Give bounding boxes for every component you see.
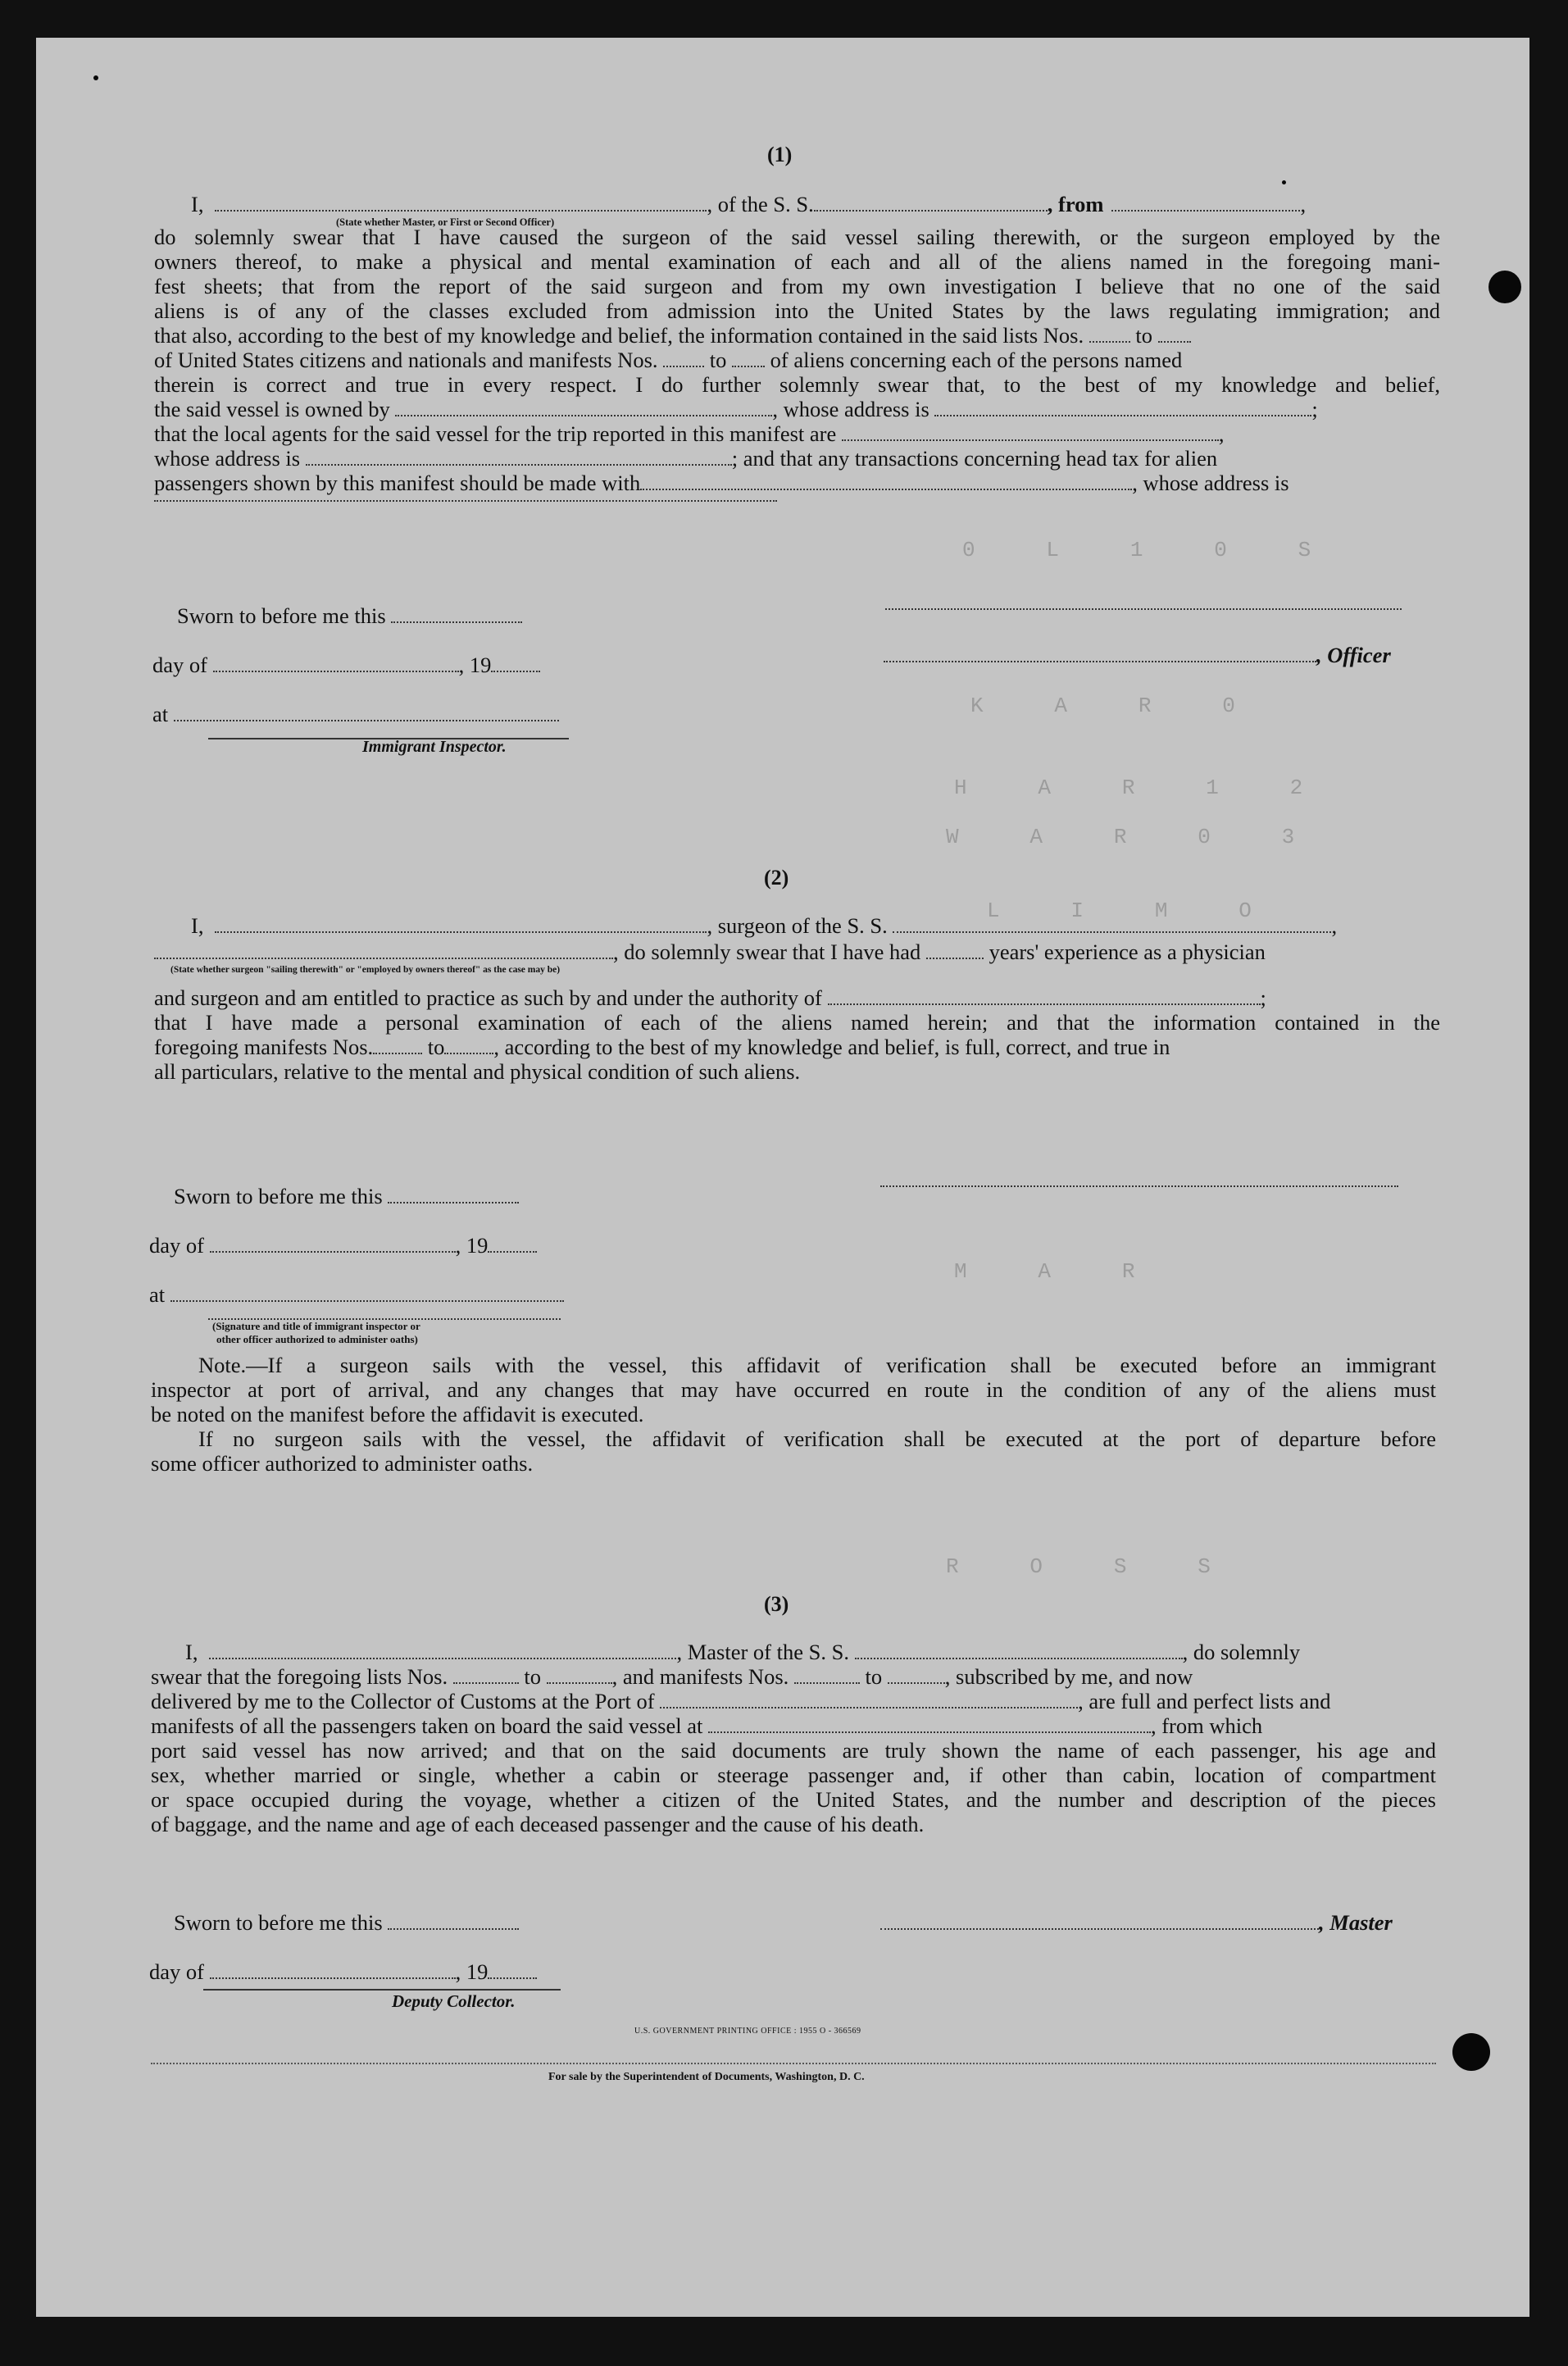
s1-owned-by: the said vessel is owned by <box>154 397 390 421</box>
s3-sworn <box>174 1910 519 1935</box>
section-1-number: (1) <box>767 143 793 166</box>
s3-collector-label: Deputy Collector. <box>392 1991 516 2011</box>
s2-line-1 <box>191 913 1337 938</box>
s3-manifests-to-field[interactable] <box>888 1668 945 1684</box>
s3-port-text: delivered by me to the Collector of Customs at the Port of <box>151 1689 655 1713</box>
s1-line-12 <box>154 471 1289 495</box>
s3-from-which: , from which <box>1150 1713 1263 1738</box>
s1-of-ss: , of the S. S. <box>707 192 814 216</box>
s2-sworn-day-field[interactable] <box>388 1187 519 1203</box>
s3-master-name-field[interactable] <box>209 1643 676 1659</box>
owner-address-field[interactable] <box>934 400 1311 416</box>
s1-manifests-text: of United States citizens and nationals and manifests Nos. <box>154 348 658 372</box>
lists-to-field[interactable] <box>1158 326 1191 343</box>
s2-line-3 <box>154 985 1266 1010</box>
s3-manifests-from-field[interactable] <box>794 1668 860 1684</box>
s2-sworn-text: Sworn to before me this <box>174 1184 383 1208</box>
s2-according-text: , according to the best of my knowledge and belief, is full, correct, and true in <box>493 1035 1170 1059</box>
s1-year-text: , 19 <box>458 653 492 677</box>
s2-manifests-from-field[interactable] <box>373 1038 422 1054</box>
s2-at-text: at <box>149 1282 166 1307</box>
surgeon-name-field[interactable] <box>215 917 707 933</box>
master-name-field[interactable] <box>215 195 707 212</box>
surgeon-type-hint: (State whether surgeon "sailing therewith" or "employed by owners thereof" as the case may be) <box>170 965 561 975</box>
s2-i: I, <box>191 913 204 938</box>
manifests-to-field[interactable] <box>732 351 765 367</box>
s1-lists-text: that also, according to the best of my knowledge and belief, the information contained in the said lists Nos. <box>154 323 1084 348</box>
s3-master-label: , Master <box>1319 1910 1393 1935</box>
s3-master <box>880 1910 1393 1935</box>
s1-head-tax-text: ; and that any transactions concerning head tax for alien <box>731 446 1218 471</box>
surgeon-type-field[interactable] <box>154 943 613 959</box>
speck <box>1282 180 1286 184</box>
s1-line-7 <box>154 348 1182 372</box>
form-page <box>36 38 1529 2317</box>
note-line-2: inspector at port of arrival, and any changes that may have occurred en route in the condition of any of the aliens must <box>151 1377 1436 1402</box>
s3-master-of: , Master of the S. S. <box>676 1640 849 1664</box>
footer-rule <box>151 2061 1436 2064</box>
s1-agents-text: that the local agents for the said vessel for the trip reported in this manifest are <box>154 421 837 446</box>
s1-passengers-text: passengers shown by this manifest should be made with <box>154 471 641 495</box>
s1-year-field[interactable] <box>491 656 540 672</box>
s2-semicolon: ; <box>1260 985 1266 1010</box>
s2-line-6: all particulars, relative to the mental and physical condition of such aliens. <box>154 1059 801 1084</box>
lists-from-field[interactable] <box>1089 326 1130 343</box>
s2-place-field[interactable] <box>170 1285 564 1302</box>
section-2-number: (2) <box>764 866 789 890</box>
s1-dayof-text: day of <box>152 653 207 677</box>
s1-at-text: at <box>152 702 169 726</box>
s2-line-5 <box>154 1035 1170 1059</box>
s1-line-5: aliens is of any of the classes excluded from admission into the United States by the laws regulating immigration; and <box>154 298 1440 323</box>
s1-line-1 <box>191 192 1306 216</box>
master-officer-hint: (State whether Master, or First or Second Officer) <box>336 216 555 228</box>
punch-hole-top <box>1488 271 1521 303</box>
note-label: Note. <box>198 1353 247 1377</box>
s3-manifests-text: , and manifests Nos. <box>611 1664 789 1689</box>
s3-line-2 <box>151 1664 1193 1689</box>
s1-place-field[interactable] <box>174 705 559 721</box>
s1-line-3: owners thereof, to make a physical and mental examination of each and all of the aliens named in the foregoing mani- <box>154 249 1440 274</box>
s2-years-text: years' experience as a physician <box>989 940 1266 964</box>
s2-swear-text: , do solemnly swear that I have had <box>613 940 921 964</box>
s3-taken-text: manifests of all the passengers taken on board the said vessel at <box>151 1713 703 1738</box>
s1-officer <box>884 643 1391 667</box>
s2-to: to <box>427 1035 445 1059</box>
s1-from: , from <box>1047 192 1104 216</box>
s2-manifests-text: foregoing manifests Nos. <box>154 1035 374 1059</box>
s1-line-6 <box>154 323 1191 348</box>
s3-line-6: sex, whether married or single, whether a cabin or steerage passenger and, if other than cabin, location of compartment <box>151 1763 1436 1787</box>
bleed-through-row: L I M O <box>987 899 1260 923</box>
s1-i: I, <box>191 192 204 216</box>
bleed-through-row: 0 L 1 0 S <box>962 538 1320 562</box>
agents-address-field[interactable] <box>306 449 732 466</box>
note-text-1: —If a surgeon sails with the vessel, this affidavit of verification shall be executed before an immigrant <box>246 1353 1436 1377</box>
s2-surgeon-of: , surgeon of the S. S. <box>707 913 888 938</box>
s2-surgeon-signature-line[interactable] <box>880 1182 1398 1187</box>
s1-whose-address-3: , whose address is <box>1132 471 1289 495</box>
note-line-4: If no surgeon sails with the vessel, the affidavit of verification shall be executed at the port of departure before <box>198 1426 1436 1451</box>
owner-field[interactable] <box>395 400 772 416</box>
s1-address-continuation-field[interactable] <box>154 497 777 502</box>
s3-year-field[interactable] <box>488 1963 537 1979</box>
s2-line-4: that I have made a personal examination of each of the aliens named herein; and that the information contained in the <box>154 1010 1440 1035</box>
from-port-field[interactable] <box>1111 195 1300 212</box>
s1-dayof <box>152 653 540 677</box>
punch-hole-bottom <box>1452 2033 1490 2071</box>
s1-comma-2: , <box>1218 421 1225 446</box>
s3-month-field[interactable] <box>210 1963 456 1979</box>
s1-to-2: to <box>709 348 727 372</box>
s1-sworn-text: Sworn to before me this <box>177 603 386 628</box>
s3-to-2: to <box>865 1664 883 1689</box>
s3-i: I, <box>185 1640 198 1664</box>
s1-sworn-day-field[interactable] <box>391 607 522 623</box>
s1-line-10 <box>154 421 1225 446</box>
bleed-through-row: R O S S <box>946 1554 1219 1579</box>
s1-at <box>152 702 559 726</box>
s1-whose-address-2: whose address is <box>154 446 301 471</box>
head-tax-contact-field[interactable] <box>640 474 1132 490</box>
s3-line-8: of baggage, and the name and age of each deceased passenger and the cause of his death. <box>151 1812 925 1836</box>
s3-lists-text: swear that the foregoing lists Nos. <box>151 1664 448 1689</box>
s1-sworn <box>177 603 522 628</box>
s3-to: to <box>524 1664 541 1689</box>
s2-year-field[interactable] <box>488 1236 537 1253</box>
s3-year-text: , 19 <box>455 1959 489 1984</box>
s3-line-3 <box>151 1689 1330 1713</box>
speck <box>93 75 98 80</box>
s2-line-2 <box>154 940 1266 964</box>
s3-dayof <box>149 1959 537 1984</box>
for-sale-notice: For sale by the Superintendent of Documents, Washington, D. C. <box>548 2071 865 2083</box>
s3-sworn-text: Sworn to before me this <box>174 1910 383 1935</box>
s1-officer-label: , Officer <box>1316 643 1391 667</box>
manifests-from-field[interactable] <box>663 351 704 367</box>
s3-solemnly: , do solemnly <box>1182 1640 1301 1664</box>
s1-officer-signature-line[interactable] <box>885 605 1402 610</box>
gpo-imprint: U.S. GOVERNMENT PRINTING OFFICE : 1955 O - 366569 <box>634 2027 861 2036</box>
s1-to: to <box>1135 323 1152 348</box>
s3-lists-from-field[interactable] <box>453 1668 519 1684</box>
s3-port-field[interactable] <box>660 1692 1078 1709</box>
s3-full-perfect-text: , are full and perfect lists and <box>1078 1689 1331 1713</box>
bleed-through-row: M A R <box>954 1259 1143 1284</box>
s2-dayof-text: day of <box>149 1233 204 1258</box>
note-line-5: some officer authorized to administer oaths. <box>151 1451 534 1476</box>
s1-inspector-label: Immigrant Inspector. <box>362 738 507 756</box>
s3-line-7: or space occupied during the voyage, whether a citizen of the United States, and the number and description of the pieces <box>151 1787 1436 1812</box>
s3-sworn-day-field[interactable] <box>388 1913 519 1930</box>
s2-signature-note-1: (Signature and title of immigrant inspector or <box>212 1320 420 1332</box>
s2-ship-name-field[interactable] <box>893 917 1331 933</box>
s3-dayof-text: day of <box>149 1959 204 1984</box>
s1-line-9 <box>154 397 1318 421</box>
ship-name-field[interactable] <box>814 195 1048 212</box>
s1-line-8: therein is correct and true in every respect. I do further solemnly swear that, to the best of my knowledge and belief, <box>154 372 1440 397</box>
s1-aliens-text: of aliens concerning each of the persons named <box>770 348 1183 372</box>
s3-subscribed-text: , subscribed by me, and now <box>944 1664 1193 1689</box>
s1-whose-address: , whose address is <box>772 397 929 421</box>
s1-line-2: do solemnly swear that I have caused the surgeon of the said vessel sailing therewith, or the surgeon employed by the <box>154 225 1440 249</box>
s1-officer-field[interactable] <box>884 646 1316 662</box>
bleed-through-row: H A R 1 2 <box>954 776 1311 800</box>
s3-line-4 <box>151 1713 1262 1738</box>
s3-embarkation-field[interactable] <box>708 1717 1151 1733</box>
s1-line-11 <box>154 446 1217 471</box>
note-line-1 <box>151 1353 1436 1377</box>
years-experience-field[interactable] <box>926 943 984 959</box>
s2-month-field[interactable] <box>210 1236 456 1253</box>
s2-manifests-to-field[interactable] <box>444 1038 493 1054</box>
note-line-3: be noted on the manifest before the affidavit is executed. <box>151 1402 644 1426</box>
authority-field[interactable] <box>828 989 1261 1005</box>
s2-year-text: , 19 <box>455 1233 489 1258</box>
s2-comma: , <box>1331 913 1338 938</box>
section-3-number: (3) <box>764 1592 789 1616</box>
s3-ship-name-field[interactable] <box>855 1643 1183 1659</box>
s3-line-1 <box>185 1640 1300 1664</box>
s1-comma: , <box>1300 192 1307 216</box>
agents-field[interactable] <box>842 425 1219 441</box>
s2-signature-note-2: other officer authorized to administer oaths) <box>216 1333 418 1345</box>
s2-authority-text: and surgeon and am entitled to practice as such by and under the authority of <box>154 985 822 1010</box>
s3-line-5: port said vessel has now arrived; and that on the said documents are truly shown the name of each passenger, his age and <box>151 1738 1436 1763</box>
s2-at <box>149 1282 564 1307</box>
s3-lists-to-field[interactable] <box>547 1668 612 1684</box>
bleed-through-row: W A R 0 3 <box>946 825 1303 849</box>
s1-month-field[interactable] <box>213 656 459 672</box>
bleed-through-row: K A R 0 <box>970 694 1243 718</box>
s2-dayof <box>149 1233 537 1258</box>
s2-sworn <box>174 1184 519 1208</box>
s1-line-4: fest sheets; that from the report of the said surgeon and from my own investigation I believe that no one of the said <box>154 274 1440 298</box>
s1-semicolon: ; <box>1311 397 1318 421</box>
s3-master-signature-field[interactable] <box>880 1913 1319 1930</box>
